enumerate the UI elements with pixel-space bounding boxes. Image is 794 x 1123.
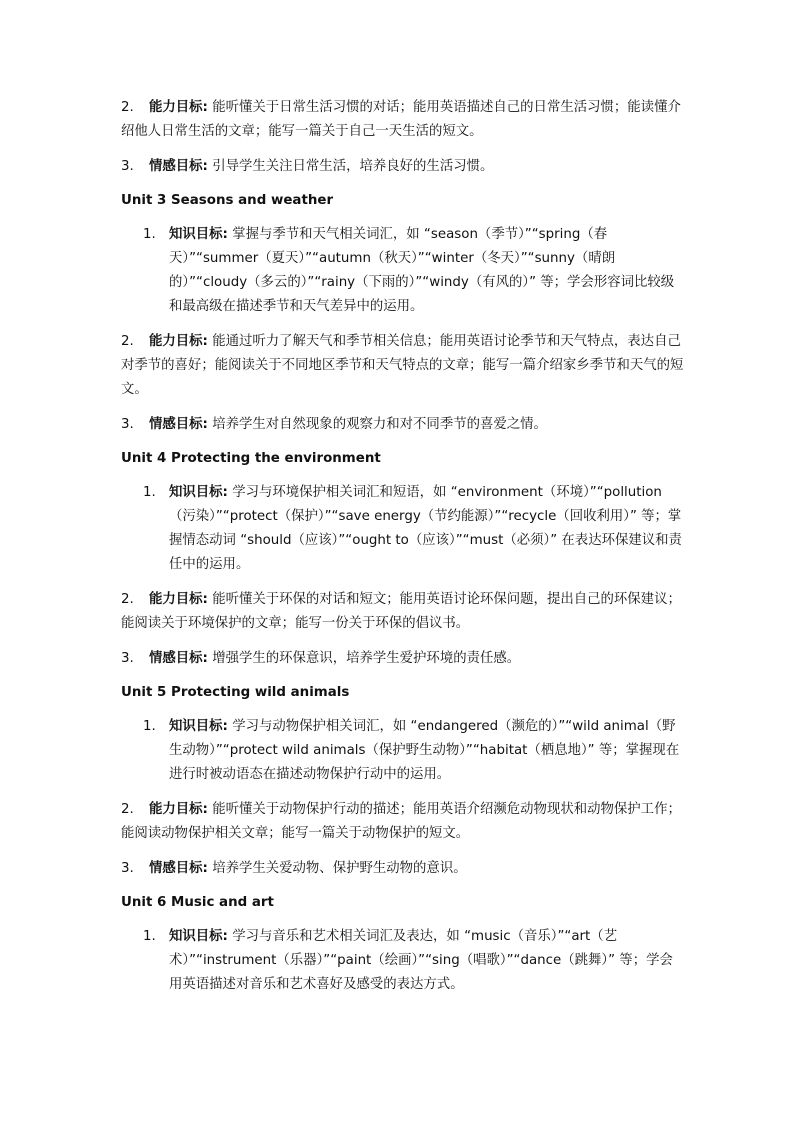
item-label: 知识目标: <box>169 719 228 734</box>
item-label: 能力目标: <box>149 592 208 607</box>
item-number: 2. <box>121 592 134 607</box>
item-label: 知识目标: <box>169 929 228 944</box>
item-label: 情感目标: <box>149 861 208 876</box>
item-label: 情感目标: <box>149 651 208 666</box>
item-number: 1. <box>143 485 156 500</box>
emotion-goal <box>121 413 684 437</box>
item-number: 1. <box>143 227 156 242</box>
knowledge-goal <box>121 715 684 787</box>
unit-heading: Unit 4 Protecting the environment <box>121 451 381 466</box>
emotion-goal <box>121 647 684 671</box>
item-number: 2. <box>121 334 134 349</box>
item-text: 增强学生的环保意识，培养学生爱护环境的责任感。 <box>212 651 521 666</box>
intro-emotion-goal <box>121 155 684 179</box>
item-label: 知识目标: <box>169 227 228 242</box>
item-text: 能通过听力了解天气和季节相关信息；能用英语讨论季节和天气特点，表达自己对季节的喜好；能阅读关于不同地区季节和天气特点的文章；能写一篇介绍家乡季节和天气的短文。 <box>121 334 684 397</box>
unit-6-section <box>121 892 684 997</box>
unit-3-section <box>121 190 684 437</box>
item-number: 1. <box>143 719 156 734</box>
item-number: 3. <box>121 651 134 666</box>
knowledge-goal <box>121 223 684 319</box>
item-body <box>169 715 684 787</box>
item-label: 能力目标: <box>149 802 208 817</box>
item-body <box>169 481 684 577</box>
item-label: 能力目标: <box>149 100 208 115</box>
item-number: 3. <box>121 861 134 876</box>
item-text: 学习与环境保护相关词汇和短语，如 “environment（环境）”“pollution（污染）”“protect（保护）”“save energy（节约能源）”“recycle（回收利用）” 等；掌握情态动词 “should（应该）”“ought to（应该）”“must（必须）” 在表达环保建议和责任中的运用。 <box>169 485 682 572</box>
item-text: 引导学生关注日常生活，培养良好的生活习惯。 <box>212 159 494 174</box>
ability-goal <box>121 798 684 846</box>
item-text: 培养学生对自然现象的观察力和对不同季节的喜爱之情。 <box>212 417 547 432</box>
item-text: 掌握与季节和天气相关词汇，如 “season（季节）”“spring（春天）”“summer（夏天）”“autumn（秋天）”“winter（冬天）”“sunny（晴朗的）”“cloudy（多云的）”“rainy（下雨的）”“windy（有风的）” 等；学会形容词比较级和最高级在描述季节和天气差异中的运用。 <box>169 227 675 314</box>
unit-heading: Unit 5 Protecting wild animals <box>121 685 350 700</box>
unit-heading: Unit 3 Seasons and weather <box>121 193 334 208</box>
item-text: 学习与音乐和艺术相关词汇及表达，如 “music（音乐）”“art（艺术）”“instrument（乐器）”“paint（绘画）”“sing（唱歌）”“dance（跳舞）” 等；学会用英语描述对音乐和艺术喜好及感受的表达方式。 <box>169 929 673 992</box>
knowledge-goal <box>121 481 684 577</box>
intro-ability-goal <box>121 96 684 144</box>
unit-4-section <box>121 448 684 671</box>
emotion-goal <box>121 857 684 881</box>
item-text: 学习与动物保护相关词汇，如 “endangered（濒危的）”“wild animal（野生动物）”“protect wild animals（保护野生动物）”“habitat（栖息地）” 等；掌握现在进行时被动语态在描述动物保护行动中的运用。 <box>169 719 680 782</box>
item-body <box>169 223 684 319</box>
ability-goal <box>121 330 684 402</box>
item-label: 情感目标: <box>149 159 208 174</box>
item-number: 2. <box>121 802 134 817</box>
item-label: 知识目标: <box>169 485 228 500</box>
item-number: 2. <box>121 100 134 115</box>
item-text: 能听懂关于日常生活习惯的对话；能用英语描述自己的日常生活习惯；能读懂介绍他人日常生活的文章；能写一篇关于自己一天生活的短文。 <box>121 100 681 139</box>
item-text: 培养学生关爱动物、保护野生动物的意识。 <box>212 861 467 876</box>
unit-5-section <box>121 682 684 881</box>
item-number: 3. <box>121 159 134 174</box>
unit-heading: Unit 6 Music and art <box>121 895 274 910</box>
item-label: 情感目标: <box>149 417 208 432</box>
item-number: 1. <box>143 929 156 944</box>
knowledge-goal <box>121 925 684 997</box>
item-number: 3. <box>121 417 134 432</box>
ability-goal <box>121 588 684 636</box>
item-text: 能听懂关于环保的对话和短文；能用英语讨论环保问题，提出自己的环保建议；能阅读关于环境保护的文章；能写一份关于环保的倡议书。 <box>121 592 681 631</box>
item-text: 能听懂关于动物保护行动的描述；能用英语介绍濒危动物现状和动物保护工作；能阅读动物保护相关文章；能写一篇关于动物保护的短文。 <box>121 802 681 841</box>
item-label: 能力目标: <box>149 334 208 349</box>
item-body <box>169 925 684 997</box>
